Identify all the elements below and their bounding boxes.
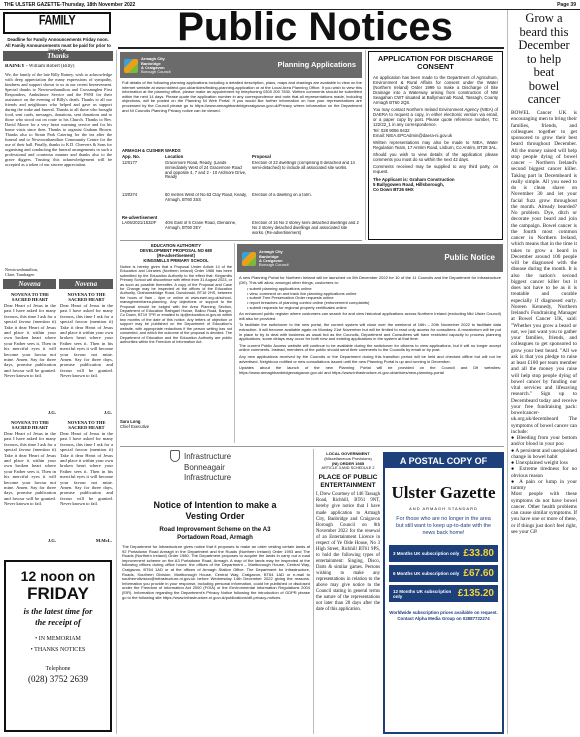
planning-row-1-loc: Gracemore Road, Ready, (Lands immediately West of 24 Gracemore Road and opposite 4, 7 and 2 - 10 Ardmore Drive, Ready	[165, 161, 247, 180]
cancer-headline-3: December	[518, 38, 570, 52]
discharge-tel: Tel: 028 9056 9432	[373, 127, 410, 133]
public-notice-bullet-1: • submit planning applications online	[247, 286, 312, 292]
cancer-headline-4: to help	[526, 51, 562, 66]
planning-row-1-no: 12/0177	[122, 161, 138, 165]
cancer-bullet-1-text: Bleeding from your bottom and/or blood in your poo	[511, 435, 577, 448]
cancer-headline-5: beat	[533, 65, 555, 79]
discharge-p2: You may contact Northern Ireland Environment Agency (NIEA) of DAERA to request a copy, in either electronic version via email, or a paper copy by post. Please quote reference number, TC 122/22_1 in any correspondence.	[373, 106, 498, 127]
planning-col-appno: App. No.	[122, 154, 141, 159]
planning-row-2-prop: Erection of a dwelling on a farm.	[252, 193, 312, 197]
vesting-title-2: Vesting Order	[185, 511, 245, 521]
vesting-sub-2: Portadown Road, Armagh	[177, 534, 253, 541]
noon-deadline-ad	[4, 560, 112, 732]
postal-masthead: Ulster Gazette	[391, 483, 496, 502]
planning-row-3-no: LA06/2021/1532/F	[122, 221, 157, 225]
novena-bar-right: Novena	[59, 279, 113, 289]
family-announcements-banner	[3, 12, 111, 34]
noon-ad-item-1: • IN MEMORIAM	[35, 636, 81, 642]
novena-text-1: Dear Heart of Jesus in the past I have asked for many favours, this time I ask for a special favour (mention it) Take it dear Heart of Jesus and place it within your own broken heart where your Father sees it. Then in his merciful eyes it will become your favour not mine. Amen. Say for three days, promise publication and favour will be granted. Never known to fail.	[4, 303, 56, 379]
postal-worldwide: Worldwide subscription prices available on request.	[389, 610, 498, 616]
cancer-headline-1: Grow a	[525, 12, 563, 25]
education-sign-name: Sara Long	[120, 419, 141, 424]
noon-ad-tel-label: Telephone	[45, 666, 71, 672]
novena-text-2: Dear Heart of Jesus in the past I have asked for many favours, this time I ask for a special favour (mention it) Take it dear Heart of Jesus and place it within your own broken heart where your Father sees it. Then in his merciful eyes it will become your favour not mine. Amen. Say for three days, promise publication and favour will be granted. Never known to fail.	[60, 303, 113, 379]
postal-row-1-label: 3 Months UK subscription only	[393, 551, 460, 557]
education-head-3: (Re-advertisement)	[157, 253, 195, 258]
cancer-bullet-4-text: Extreme tiredness for no obvious reason	[511, 466, 577, 479]
postal-row-3-price: £135.20	[457, 588, 494, 600]
novena-title-1: NOVENA TO THE SACRED HEART	[10, 292, 50, 303]
planning-header	[120, 52, 362, 78]
council-logo-2-icon	[242, 252, 256, 266]
infrastructure-logo-1: Infrastructure	[184, 451, 232, 461]
cancer-bullet-2-text: A persistent and unexplained change in bowel habit	[511, 447, 577, 460]
planning-col-proposal: Proposal	[252, 154, 271, 159]
local-gov-h3: (NI) ORDER 1985	[331, 460, 365, 466]
discharge-applicant: The Applicant is: Graham Construction	[373, 176, 455, 182]
public-notice-header	[237, 244, 503, 272]
local-gov-h2: (Miscellaneous Provisions)	[324, 455, 372, 461]
noon-ad-line3: is the latest time for the receipt of	[23, 606, 93, 627]
rainey-name: RAINEY	[5, 64, 25, 69]
public-notice-p6: Updates about the launch of the new Planning Portal will be provided on the Council and DfI websites: https://www.armaghbanbridgecraigavon.gov.uk/ and https://www.infrastructure-ni.gov.uk/articles/new-planning-portal	[239, 365, 501, 375]
infrastructure-logo-3: Infrastructure	[184, 473, 232, 482]
public-notice-bullet-3-text: submit Tree Preservation Order requests online	[249, 295, 334, 301]
novena-signature-4: M.McL.	[95, 538, 112, 543]
cancer-bullet-4: ● Extreme tiredness for no obvious reason	[511, 466, 577, 479]
rainey-text: We, the family of the late Billy Rainey, wish to acknowledge with deep appreciation the many expressions of sympathy, kindness and support shown to us in our recent bereavement. Special thanks to Newtownhamilton and Crossmaglen First Responders, Ambulance Service and the PSNI for their assistance on the evening of Billy's death. Thanks to all our friends and neighbours who helped and gave us support during the wake and funeral. Thanks to all those who brought food, sent cards, messages, donations, sent donations and to those who stood out on route to his Church. Thanks to Rev. David Moore for a very heart warming service and for his home visits since then. Thanks to organist Graham Brown. Thanks also to Strain Park Catering for the tea after the funeral and to Newtownhamilton Community Centre for the use of their hall. Finally, thanks to K.D. Cheevers & Sons for organising and conducting the funeral arrangements in such a professional and courteous manner and thanks also to the grave diggers. Trusting this acknowledgement will be accepted as a token of our sincere appreciation.	[5, 72, 112, 167]
discharge-p3: Written representations may also be made to NIEA, Water Regulation Team, 17 Antrim Road, Lisburn, Co Antrim, BT28 3AL.	[373, 139, 498, 150]
cancer-bullet-3-text: Unexplained weight loss	[515, 460, 568, 466]
public-notice-bullet-3: • submit Tree Preservation Order requests online	[247, 295, 334, 301]
council-logo-icon	[124, 59, 138, 73]
vesting-title-1: Notice of Intention to make a	[153, 500, 277, 510]
public-notice-bullet-5-text: submit requests for regional property certificates online	[249, 304, 347, 310]
discharge-title: APPLICATION FOR DISCHARGE CONSENT	[377, 54, 494, 72]
postal-title: A POSTAL COPY OF	[385, 454, 502, 468]
novena-bar-left: Novena	[3, 279, 56, 289]
thanks-bar: Thanks	[3, 51, 113, 61]
novena-text-3: Dear Heart of Jesus in the past I have asked for many favours, this time I ask for a special favour (mention it) Take it dear Heart of Jesus and place it within your own broken heart where your Father sees it. Then in his merciful eyes it will become your favour not mine. Amen. Say for three days, promise publication and favour will be granted. Never known to fail.	[4, 431, 56, 507]
novena-signature-2: J.G.	[103, 410, 112, 415]
planning-row-2-no: 13/0374	[122, 193, 138, 197]
family-deadline: Deadline for Family Announcements Friday noon.	[7, 37, 109, 42]
noon-ad-item-2: • THANKS NOTICES	[30, 647, 86, 653]
planning-row-2-loc: 60 metres West of No.63 Clay Road, Keady, Armagh, BT60 3SS	[165, 193, 247, 202]
logo-text-1: Armagh City	[141, 57, 165, 62]
public-notice-p3: To facilitate the switchover to the new portal, the current system will close over the weekend of 16th – 20th November 2022 to facilitate data extraction. It will become available again on Monday 21st November but will be limited to read only access for consultees. A moratorium will be put in place to try to deal with business as usual but as the Councils, Department and Consultees will have restricted capacity to process planning applications, some delays may occur for both new and existing applications in the system at that time.	[239, 322, 501, 342]
rainey-heading	[5, 64, 113, 70]
cancer-article	[511, 110, 577, 734]
cancer-headline-6: bowel	[528, 78, 560, 93]
postal-row-1-price: £33.80	[463, 548, 494, 560]
novena-title-2: NOVENA TO THE SACRED HEART	[67, 292, 106, 303]
family-paid-notice: All Family Announcements must be paid for prior to	[5, 43, 111, 48]
infrastructure-logo	[170, 450, 290, 500]
infrastructure-logo-2: Bonneagair	[184, 463, 225, 472]
local-gov-h4: ARTICLE 3 AND SCHEDULE 2	[321, 466, 375, 471]
logo2-text-3: & Craigavon	[259, 258, 283, 263]
logo-text-3: & Craigavon	[141, 65, 165, 70]
education-text: Notice is hereby given that a Proposal Under Article 14 of the Education and Libraries (Northern Ireland) Order 1986 has been submitted by the Education Authority to the effect that: Kingsmills Primary School will discontinue with effect from 31 August 2023, or as soon as possible thereafter. A copy of the Proposal and Case for Change may be inspected at the offices of the Education Authority, Grahamsbridge Road, Dundonald, BT16 2HS, between the hours of 9am - 4pm or online at www.eani.org.uk/school-management/area-planning. Any objections or support to the Proposal should be lodged with the Area Planning Section, Department of Education Rathgael House, Balloo Road, Bangor, Co Down, BT19 7PR or emailed to dp@education-ni.gov.uk within two months of the date of this notice. Any letters of objection or support may be published on the Department of Education's website, with appropriate redactions if the person writing has not consented, and which the outcome of the proposal is decided. The Department of Education and the Education Authority are public authorities within the Freedom of Information Act.	[120, 265, 232, 344]
noon-ad-tel: (028) 3752 2639	[28, 674, 88, 684]
cancer-headline-7: cancer	[527, 92, 561, 106]
rainey-from: Newtownhamilton,	[5, 267, 39, 272]
planning-row-3-loc: 40m East of 5 Crane Road, Glenanne, Armagh, BT60 2EY	[165, 221, 237, 230]
novena-signature-1: J.G.	[47, 410, 56, 415]
public-notice-bullet-5: • submit requests for regional property certificates online	[247, 304, 347, 310]
postal-row-3	[389, 585, 498, 602]
cancer-bullet-5-text: A pain or lump in your tummy	[511, 478, 577, 491]
postal-note: For those who are no longer in the area but still want to keep up-to-date with the news back home!	[396, 516, 491, 536]
discharge-consent-box	[368, 51, 503, 240]
local-gov-text: I, Drew Courtney of 146 Tassagh Road, Richhill, BT61 9NT, hereby give notice that I have made application to Armagh City, Banbridge and Craigavon Borough Council on 8th November 2022 for the renewal of an Entertainment Licence in respect of Ye Olde House, No 3 High Street, Richhill BT61 9PS, to hold the following types of entertainment: Singing, Disco, Darts & similar games. Persons wishing to make any representations in relation to the above may give notice to the Council stating in general terms the nature of the representations not later than 28 days after the date of this application.	[316, 492, 380, 613]
local-government-notice	[316, 452, 380, 734]
noon-ad-line1: 12 noon on	[20, 568, 96, 584]
education-head-4: KINGSMILLS PRIMARY SCHOOL	[143, 258, 209, 263]
public-notice-p1: A new Planning Portal for Northern Ireland will be launched on 5th December 2022 for 10 of the 11 Councils and the Department for Infrastructure (DfI). This will allow, amongst other things, customers to:	[239, 276, 501, 285]
vesting-sub-1: Road Improvement Scheme on the A3	[159, 526, 271, 533]
education-sign-role: Chief Executive	[120, 424, 150, 429]
council-logo	[124, 57, 194, 75]
public-notice-bullet-4: • report breaches of planning control online (enforcement complaints)	[247, 299, 370, 305]
planning-col-location: Location	[165, 154, 184, 159]
logo2-text-4: Borough Council	[259, 262, 289, 268]
planning-area-heading: ARMAGH & CUSHER WARDS	[122, 148, 181, 153]
page-number: Page 39	[557, 2, 576, 8]
postal-contact: Contact Alpha Media Group on 02887722274	[397, 616, 490, 622]
postal-masthead-sub: AND ARMAGH STANDARD	[409, 506, 478, 511]
cancer-text: BOWEL Cancer UK is encouraging men to bring their families, friends, and colleagues together to get sponsored to grow their best beard throughout December. All the money raised will help stop people dying of bowel cancer – Northern Ireland's second biggest cancer killer. Taking part in Decembeard is really simple. All you need to do is clean shave on November 30 and let your facial fuzz grow throughout the month. Already bearded? No problem. Dye, ditch or decorate your beard and join the campaign. Bowel cancer is the fourth most common cancer in Northern Ireland, which means that in the time it takes to grow a beard in December around 100 people will be diagnosed with the disease during the month. It is also the nation's second biggest cancer killer but it does not have to be as it is treatable and curable especially if diagnosed early. Noreen Kennedy, Northern Ireland's Fundraising Manager at Bowel Cancer UK, said: "Whether you grow a beard or not, we just want you to gather your families, friends, and colleagues to get sponsored to grow your best beard. "All we ask is that you pledge to raise at least £100 per team member and all the money you raise will help stop people dying of bowel cancer by funding our vital services and lifesaving research." Sign up to Decembeard today and receive your free fundraising pack: bowelcancer-uk.org.uk/decembeard The symptoms of bowel cancer can include:	[511, 110, 577, 435]
logo2-text-1: Armagh City	[259, 250, 283, 255]
public-notice-bullet-2-text: view, comment on and track live planning applications online	[249, 290, 357, 296]
discharge-p4: Should you wish to view details of the application please comments you must do so within the next 42 days.	[373, 151, 498, 162]
postal-copy-ad	[383, 452, 504, 734]
cancer-bullet-1: ● Bleeding from your bottom and/or blood in your poo	[511, 435, 577, 448]
novena-text-4: Dear Heart of Jesus in the past I have asked for many favours, this time I ask for a special favour (mention it) Take it dear Heart of Jesus and place it within your own broken heart where your Father sees it. Then in his merciful eyes it will become your favour not mine. Amen. Say for three days, promise publication and favour will be granted. Never known to fail.	[60, 431, 113, 507]
local-gov-h5: PLACE OF PUBLIC ENTERTAINMENT	[318, 474, 378, 489]
logo-text-2: Banbridge	[141, 60, 161, 66]
public-notice-body	[239, 276, 501, 442]
education-notice	[120, 243, 232, 443]
family-announcements-title: FAMILY	[38, 13, 76, 29]
discharge-email: Email: NIEA.EPCAdmin@daera-ni.gov.uk	[373, 132, 453, 138]
cancer-headline-2: beard this	[519, 24, 569, 39]
public-notice-bar-title: Public Notice	[444, 253, 495, 262]
discharge-applicant-town: Co Down BT26 6HX	[373, 187, 414, 193]
education-head-2: DEVELOPMENT PROPOSAL NO 680	[139, 248, 213, 253]
postal-row-2-price: £67.60	[463, 568, 494, 580]
cancer-tail: Most people with these symptoms do not have bowel cancer. Other health problems can cause similar symptoms. If you have one or more of these, or if things just don't feel right, see your GP.	[511, 491, 577, 535]
cancer-bullet-5: ● A pain or lump in your tummy	[511, 478, 577, 491]
discharge-p1: An application has been made to the Department of Agriculture, Environment & Rural Affairs for consent under the Water (Northern Ireland) Order 1999 to make a Discharge of Site Drainage into a Waterway arising from construction of NW Seagahan CWT situated at Ballymacnab Road, Tassagh, County Armagh BT60 2QS.	[373, 74, 498, 105]
vesting-text: The Department for Infrastructure gives notice that it proposes to make an order vesting certain lands at 92 Portadown Road Armagh in the Department and the Roads (Northern Ireland) Order 1993 and The Roads (Northern Ireland) Order 1980. The Department proposes to acquire the lands in carry out a road improvement scheme on the A3 Portadown Road, Armagh. A map of the lands may be inspected at the following offices during office hours: the offices of the Department – Marlborough House, Central Way, Craigavon, BT64 1AD or at the offices of Armagh Station Office. The Department for Infrastructure, Roads, Southern Division, Marlborough House, Central Way, Craigavon, BT64 1AD or e-mail to southerndivision@infrastructure-ni.gov.uk before Wednesday 14th December 2022 giving the reasons. Information you provide in your response, including personal information, could be published or disclosed under the Freedom of Information Act 2000 (FOIA) or the Environmental Information Regulations 2004 (EIR). Information regarding the Department's Privacy Notice following the introduction of GDPR please go to the following site https://www.infrastructure-ni.gov.uk/publications/dfi-privacy-notices.	[122, 545, 310, 600]
planning-intro: Full details of the following planning applications including a detailed description, plans, maps and drawings are available to view on the internet website at www.nidirect.gov.uk/articles/finding-planning-application or at the Local Area Planning Office. If you wish to view this information at the planning office, please make an appointment by telephoning 0300 200 7830. Written comments should be submitted within the next 14 days. Please quote the application number in any correspondence and note that all representations made, including objections, will be posted on the Planning NI Web Portal. If you would like further information on how your representations are processed by the Council please go to https://www.armaghbanbridgecraigavon.gov.uk/Privacy where information on the Department and NI Councils Planning Privacy notice can be viewed.	[122, 81, 362, 113]
postal-row-2	[389, 565, 498, 582]
postal-row-3-label: 12 Months UK subscription only	[393, 588, 452, 599]
rainey-place: Clare, Tandragee.	[5, 272, 36, 277]
logo2-text-2: Banbridge	[259, 253, 279, 259]
paper-date: THE ULSTER GAZETTE-Thursday, 18th November 2022	[4, 2, 136, 8]
infrastructure-crest-icon	[170, 450, 180, 462]
cancer-bullet-2: ● A persistent and unexplained change in bowel habit	[511, 447, 577, 460]
cancer-headline	[510, 12, 578, 107]
page-title: Public Notices	[177, 6, 453, 46]
discharge-p5: Comments received may be supplied to any third party, on request.	[373, 163, 498, 174]
public-notice-p4: The current Public Access website will continue to be available during the switchover for citizens to view applications, but it will no longer accept online comments. Instead, members of the public should send their comments to the Councils by email or by post.	[239, 342, 501, 353]
planning-row-3-prop: Erection of 16 No 2 storey semi detached dwellings and 2 No 2 storey detached dwellings and associated site works. (Re-advertisement)	[252, 221, 359, 235]
public-notice-p5: Any new applications received by the Councils or the Department during this transition period will be held and checked offline but will not be advertised. Neighbour notified or new consultations issued until the new Planning Portal is up and running in December.	[239, 353, 501, 364]
public-notice-bullet-1-text: submit planning applications online	[249, 286, 312, 292]
novena-title-3: NOVENA TO THE SACRED HEART	[10, 420, 50, 431]
discharge-applicant-addr: 5 Ballygowen Road, Hillsborough,	[373, 182, 444, 188]
postal-row-1	[389, 545, 498, 562]
novena-title-4: NOVENA TO THE SACRED HEART	[67, 420, 106, 431]
public-notice-p2: An enhanced public register where customers can search for and view historical applications across Northern Ireland (excluding Mid Ulster Council) will also be provided.	[239, 311, 501, 321]
cancer-bullet-3: ● Unexplained weight loss	[511, 460, 568, 466]
education-head-1: EDUCATION AUTHORITY	[150, 243, 201, 248]
planning-bar-title: Planning Applications	[277, 60, 356, 69]
postal-row-2-label: 6 Months UK subscription only	[393, 571, 460, 577]
local-gov-h1: LOCAL GOVERNMENT	[326, 452, 370, 456]
public-notice-bullet-2: • view, comment on and track live planning applications online	[247, 290, 357, 296]
logo-text-4: Borough Council	[141, 69, 171, 75]
public-notice-bullet-4-text: report breaches of planning control online (enforcement complaints)	[249, 299, 370, 305]
rainey-fullname: - William Robert (Billy)	[24, 64, 75, 69]
planning-readvert-heading: Re-advertisement	[122, 215, 158, 220]
planning-row-1-prop: Erection of 22 dwellings (comprising 8 detached and 14 semi-detached) to include all associated site works.	[252, 161, 355, 170]
novena-signature-3: J.G.	[47, 538, 56, 543]
noon-ad-line2: FRIDAY	[27, 584, 89, 603]
council-logo-2	[242, 250, 312, 268]
